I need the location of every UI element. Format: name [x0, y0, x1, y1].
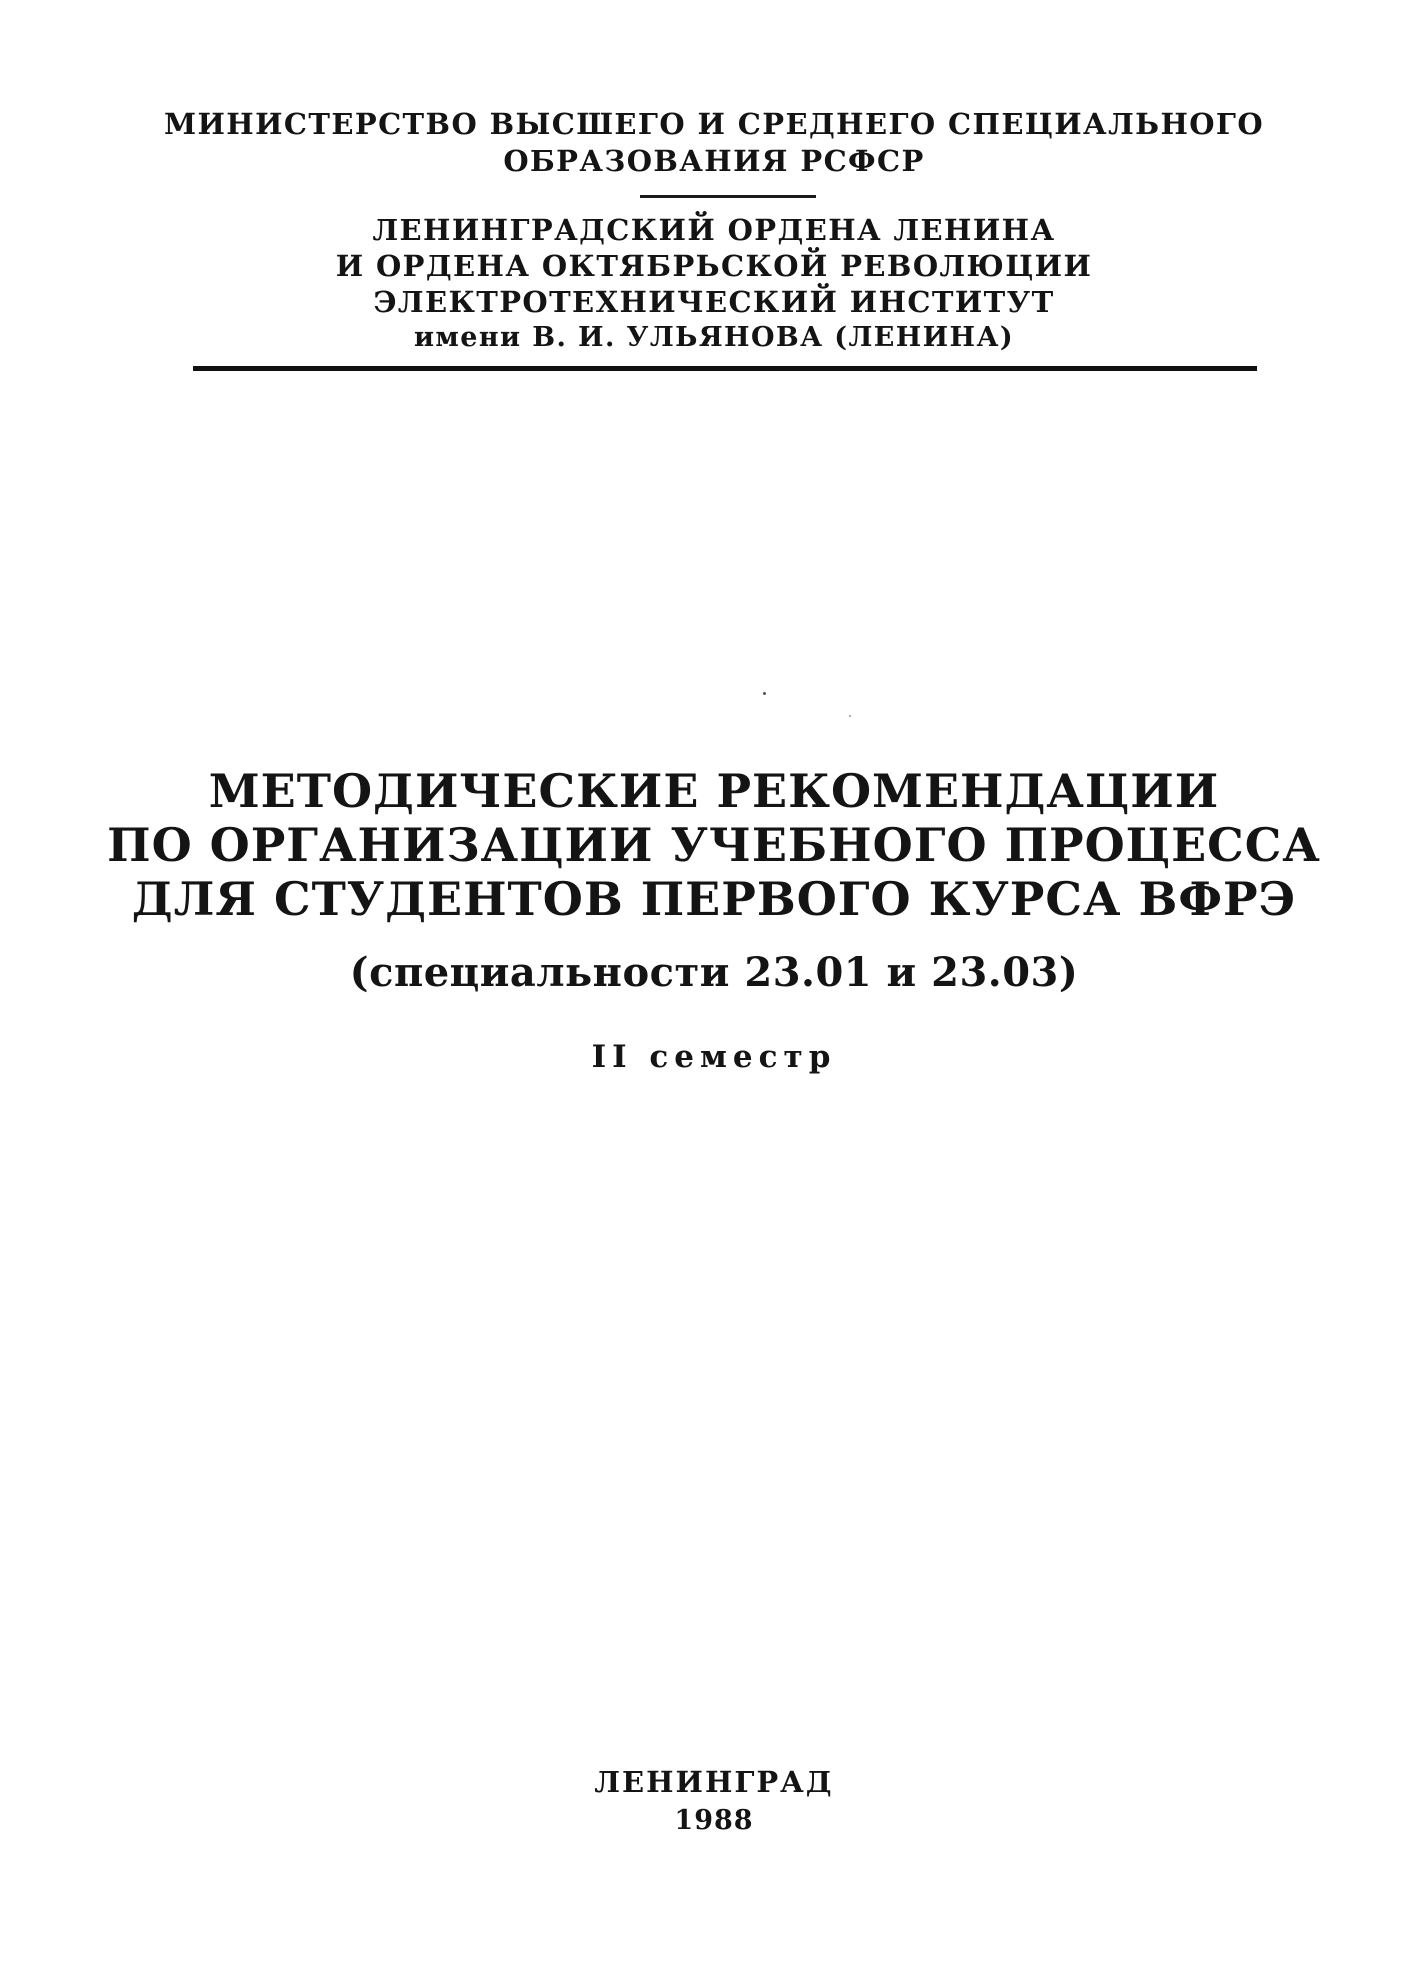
ministry-line-1: МИНИСТЕРСТВО ВЫСШЕГО И СРЕДНЕГО СПЕЦИАЛЬНОГО	[164, 107, 1264, 141]
publication-year: 1988	[674, 1805, 754, 1836]
specialties-line: (специальности 23.01 и 23.03)	[349, 949, 1079, 996]
semester-label: II семестр	[591, 1039, 837, 1075]
institute-header	[0, 212, 1428, 356]
ministry-line-2: ОБРАЗОВАНИЯ РСФСР	[503, 144, 925, 178]
print-speck	[763, 692, 766, 695]
institute-line-1: ЛЕНИНГРАДСКИЙ ОРДЕНА ЛЕНИНА	[372, 213, 1056, 247]
publication-year-block	[0, 1804, 1428, 1838]
institute-line-4: имени В. И. УЛЬЯНОВА (ЛЕНИНА)	[413, 322, 1015, 353]
ministry-header	[0, 106, 1428, 180]
publication-city: ЛЕНИНГРАД	[594, 1765, 834, 1799]
print-speck	[849, 715, 851, 717]
title-line-1: МЕТОДИЧЕСКИЕ РЕКОМЕНДАЦИИ	[208, 764, 1220, 818]
semester-label-block	[0, 1038, 1428, 1076]
header-divider-short	[640, 195, 816, 198]
institute-line-3: ЭЛЕКТРОТЕХНИЧЕСКИЙ ИНСТИТУТ	[373, 285, 1055, 319]
publication-city-block	[0, 1764, 1428, 1800]
title-line-3: ДЛЯ СТУДЕНТОВ ПЕРВОГО КУРСА ВФРЭ	[131, 872, 1297, 926]
title-line-2: ПО ОРГАНИЗАЦИИ УЧЕБНОГО ПРОЦЕССА	[107, 818, 1321, 872]
document-subtitle	[0, 948, 1428, 998]
header-divider-long	[193, 366, 1257, 371]
institute-line-2: И ОРДЕНА ОКТЯБРЬСКОЙ РЕВОЛЮЦИИ	[335, 249, 1093, 283]
document-title	[0, 764, 1428, 926]
